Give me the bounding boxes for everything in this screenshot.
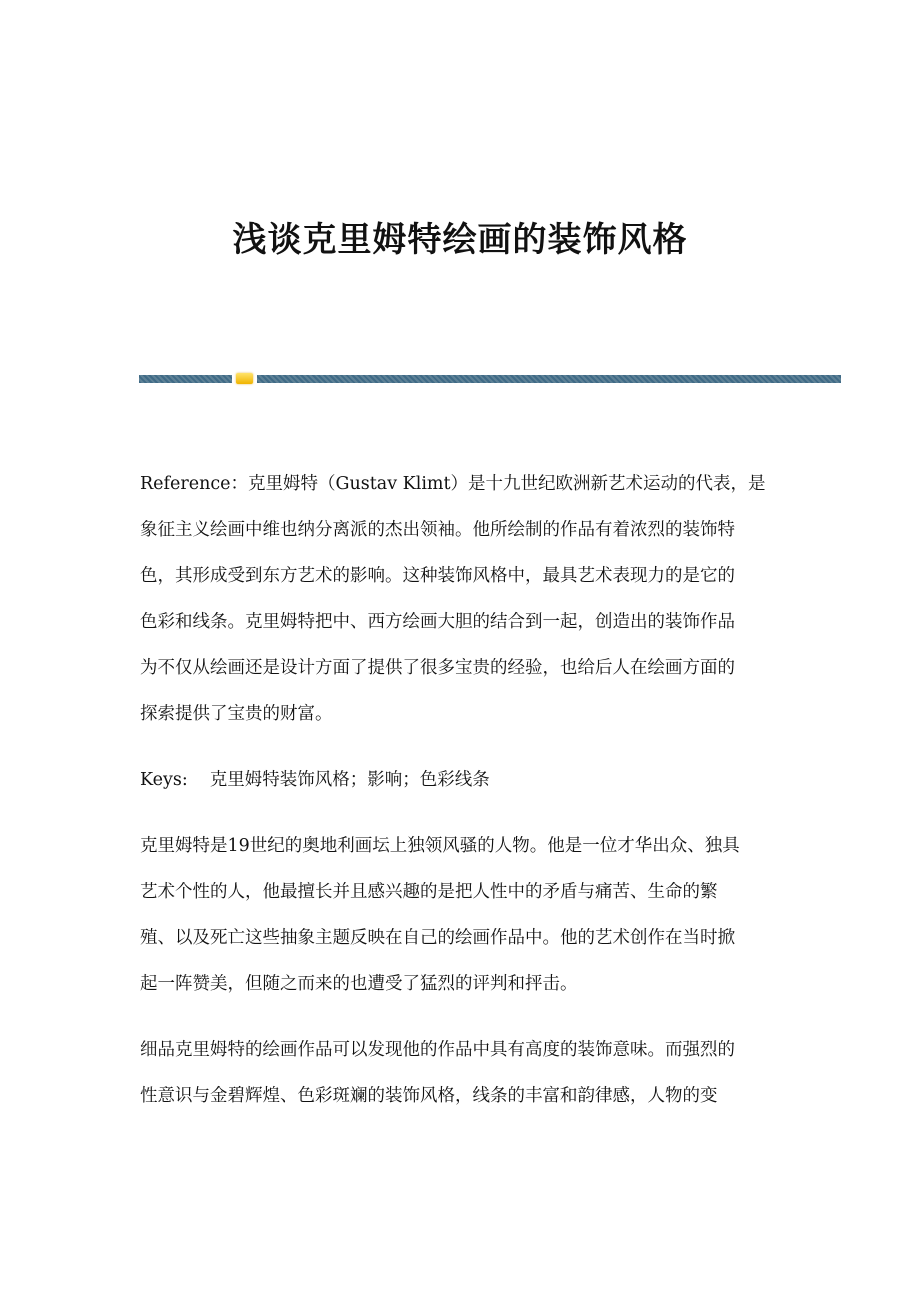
text-line: 象征主义绘画中维也纳分离派的杰出领袖。他所绘制的作品有着浓烈的装饰特 bbox=[140, 520, 735, 540]
keywords bbox=[140, 766, 800, 812]
decorative-gem-icon bbox=[236, 373, 253, 384]
keywords-value: 克里姆特装饰风格；影响；色彩线条 bbox=[209, 770, 490, 790]
text-line: 起一阵赞美，但随之而来的也遭受了猛烈的评判和抨击。 bbox=[140, 974, 578, 994]
text-line: 色，其形成受到东方艺术的影响。这种装饰风格中，最具艺术表现力的是它的 bbox=[140, 566, 735, 586]
text-line: 为不仅从绘画还是设计方面了提供了很多宝贵的经验，也给后人在绘画方面的 bbox=[140, 658, 735, 678]
text-line: 探索提供了宝贵的财富。 bbox=[140, 704, 333, 724]
document-title: 浅谈克里姆特绘画的装饰风格 bbox=[232, 220, 688, 260]
decorative-rule-left bbox=[139, 375, 232, 383]
text-line: 艺术个性的人，他最擅长并且感兴趣的是把人性中的矛盾与痛苦、生命的繁 bbox=[140, 882, 718, 902]
keywords-label: Keys: bbox=[140, 770, 188, 790]
text-line: 细品克里姆特的绘画作品可以发现他的作品中具有高度的装饰意味。而强烈的 bbox=[140, 1040, 735, 1060]
abstract-paragraph bbox=[140, 470, 800, 746]
text-line: 克里姆特是19世纪的奥地利画坛上独领风骚的人物。他是一位才华出众、独具 bbox=[140, 836, 740, 856]
text-line: Reference：克里姆特（Gustav Klimt）是十九世纪欧洲新艺术运动的代表，是 bbox=[140, 474, 766, 494]
text-line: 色彩和线条。克里姆特把中、西方绘画大胆的结合到一起，创造出的装饰作品 bbox=[140, 612, 735, 632]
body-paragraph bbox=[140, 1036, 800, 1128]
decorative-rule-right bbox=[257, 375, 841, 383]
text-line: 殖、以及死亡这些抽象主题反映在自己的绘画作品中。他的艺术创作在当时掀 bbox=[140, 928, 735, 948]
document-body bbox=[140, 470, 800, 1148]
text-line: 性意识与金碧辉煌、色彩斑斓的装饰风格，线条的丰富和韵律感，人物的变 bbox=[140, 1086, 718, 1106]
body-paragraph bbox=[140, 832, 800, 1016]
